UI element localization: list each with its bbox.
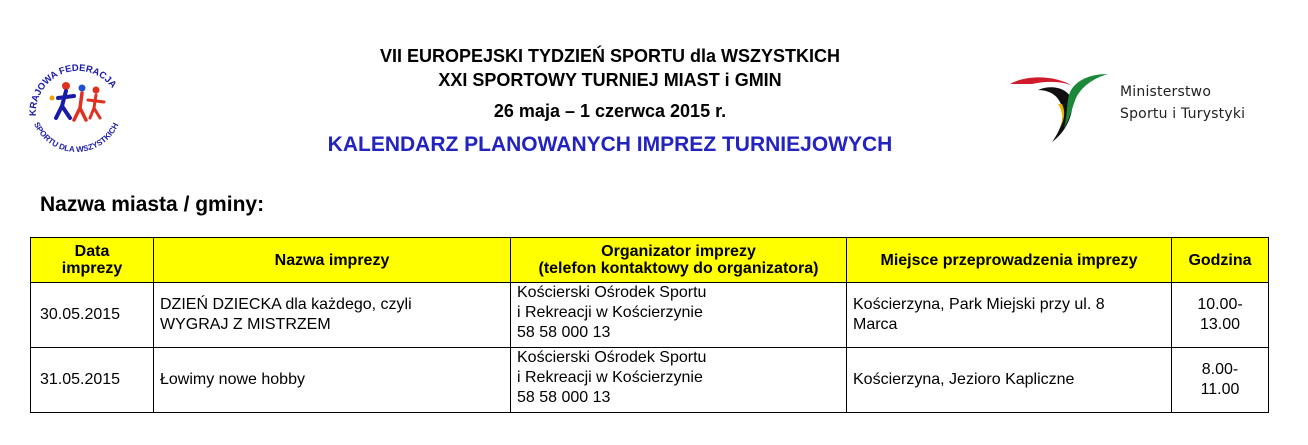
column-header-organizer: Organizator imprezy (telefon kontaktowy do organizatora) xyxy=(511,238,847,283)
event-time-cell: 8.00- 11.00 xyxy=(1172,348,1269,413)
event-organizer-cell: Kościerski Ośrodek Sportu i Rekreacji w Kościerzynie 58 58 000 13 xyxy=(511,348,847,413)
table-row xyxy=(31,348,1269,413)
column-header-date: Data imprezy xyxy=(31,238,154,283)
event-date-cell: 30.05.2015 xyxy=(31,283,154,348)
ministry-swoosh-logo-icon xyxy=(1008,70,1108,146)
logo-text-top: KRAJOWA FEDERACJA xyxy=(27,62,119,117)
event-time-cell: 10.00- 13.00 xyxy=(1172,283,1269,348)
header-titles xyxy=(210,44,1010,160)
title-line-1: VII EUROPEJSKI TYDZIEŃ SPORTU dla WSZYSTKICH xyxy=(379,46,841,66)
city-name-label: Nazwa miasta / gminy: xyxy=(40,193,265,216)
event-place-cell: Kościerzyna, Park Miejski przy ul. 8 Marca xyxy=(847,283,1172,348)
table-header-row xyxy=(31,238,1269,283)
ministry-name xyxy=(1120,81,1245,125)
logo-text-bottom: SPORTU DLA WSZYSTKICH xyxy=(32,120,121,155)
table-row xyxy=(31,283,1269,348)
events-table xyxy=(30,237,1269,413)
ministry-line-1: Ministerstwo xyxy=(1120,84,1212,100)
event-date-cell: 31.05.2015 xyxy=(31,348,154,413)
event-organizer-cell: Kościerski Ośrodek Sportu i Rekreacji w Kościerzynie 58 58 000 13 xyxy=(511,283,847,348)
title-line-3: 26 maja – 1 czerwca 2015 r. xyxy=(493,101,727,121)
ministry-line-2: Sportu i Turystyki xyxy=(1120,106,1246,122)
event-name-cell: Łowimy nowe hobby xyxy=(154,348,511,413)
column-header-time: Godzina xyxy=(1172,238,1269,283)
column-header-place: Miejsce przeprowadzenia imprezy xyxy=(847,238,1172,283)
event-name-cell: DZIEŃ DZIECKA dla każdego, czyli WYGRAJ Z MISTRZEM xyxy=(154,283,511,348)
event-place-cell: Kościerzyna, Jezioro Kapliczne xyxy=(847,348,1172,413)
krajowa-federacja-logo-icon xyxy=(22,58,134,162)
calendar-title: KALENDARZ PLANOWANYCH IMPREZ TURNIEJOWYCH xyxy=(327,133,893,156)
column-header-event-name: Nazwa imprezy xyxy=(154,238,511,283)
title-line-2: XXI SPORTOWY TURNIEJ MIAST i GMIN xyxy=(438,70,782,90)
